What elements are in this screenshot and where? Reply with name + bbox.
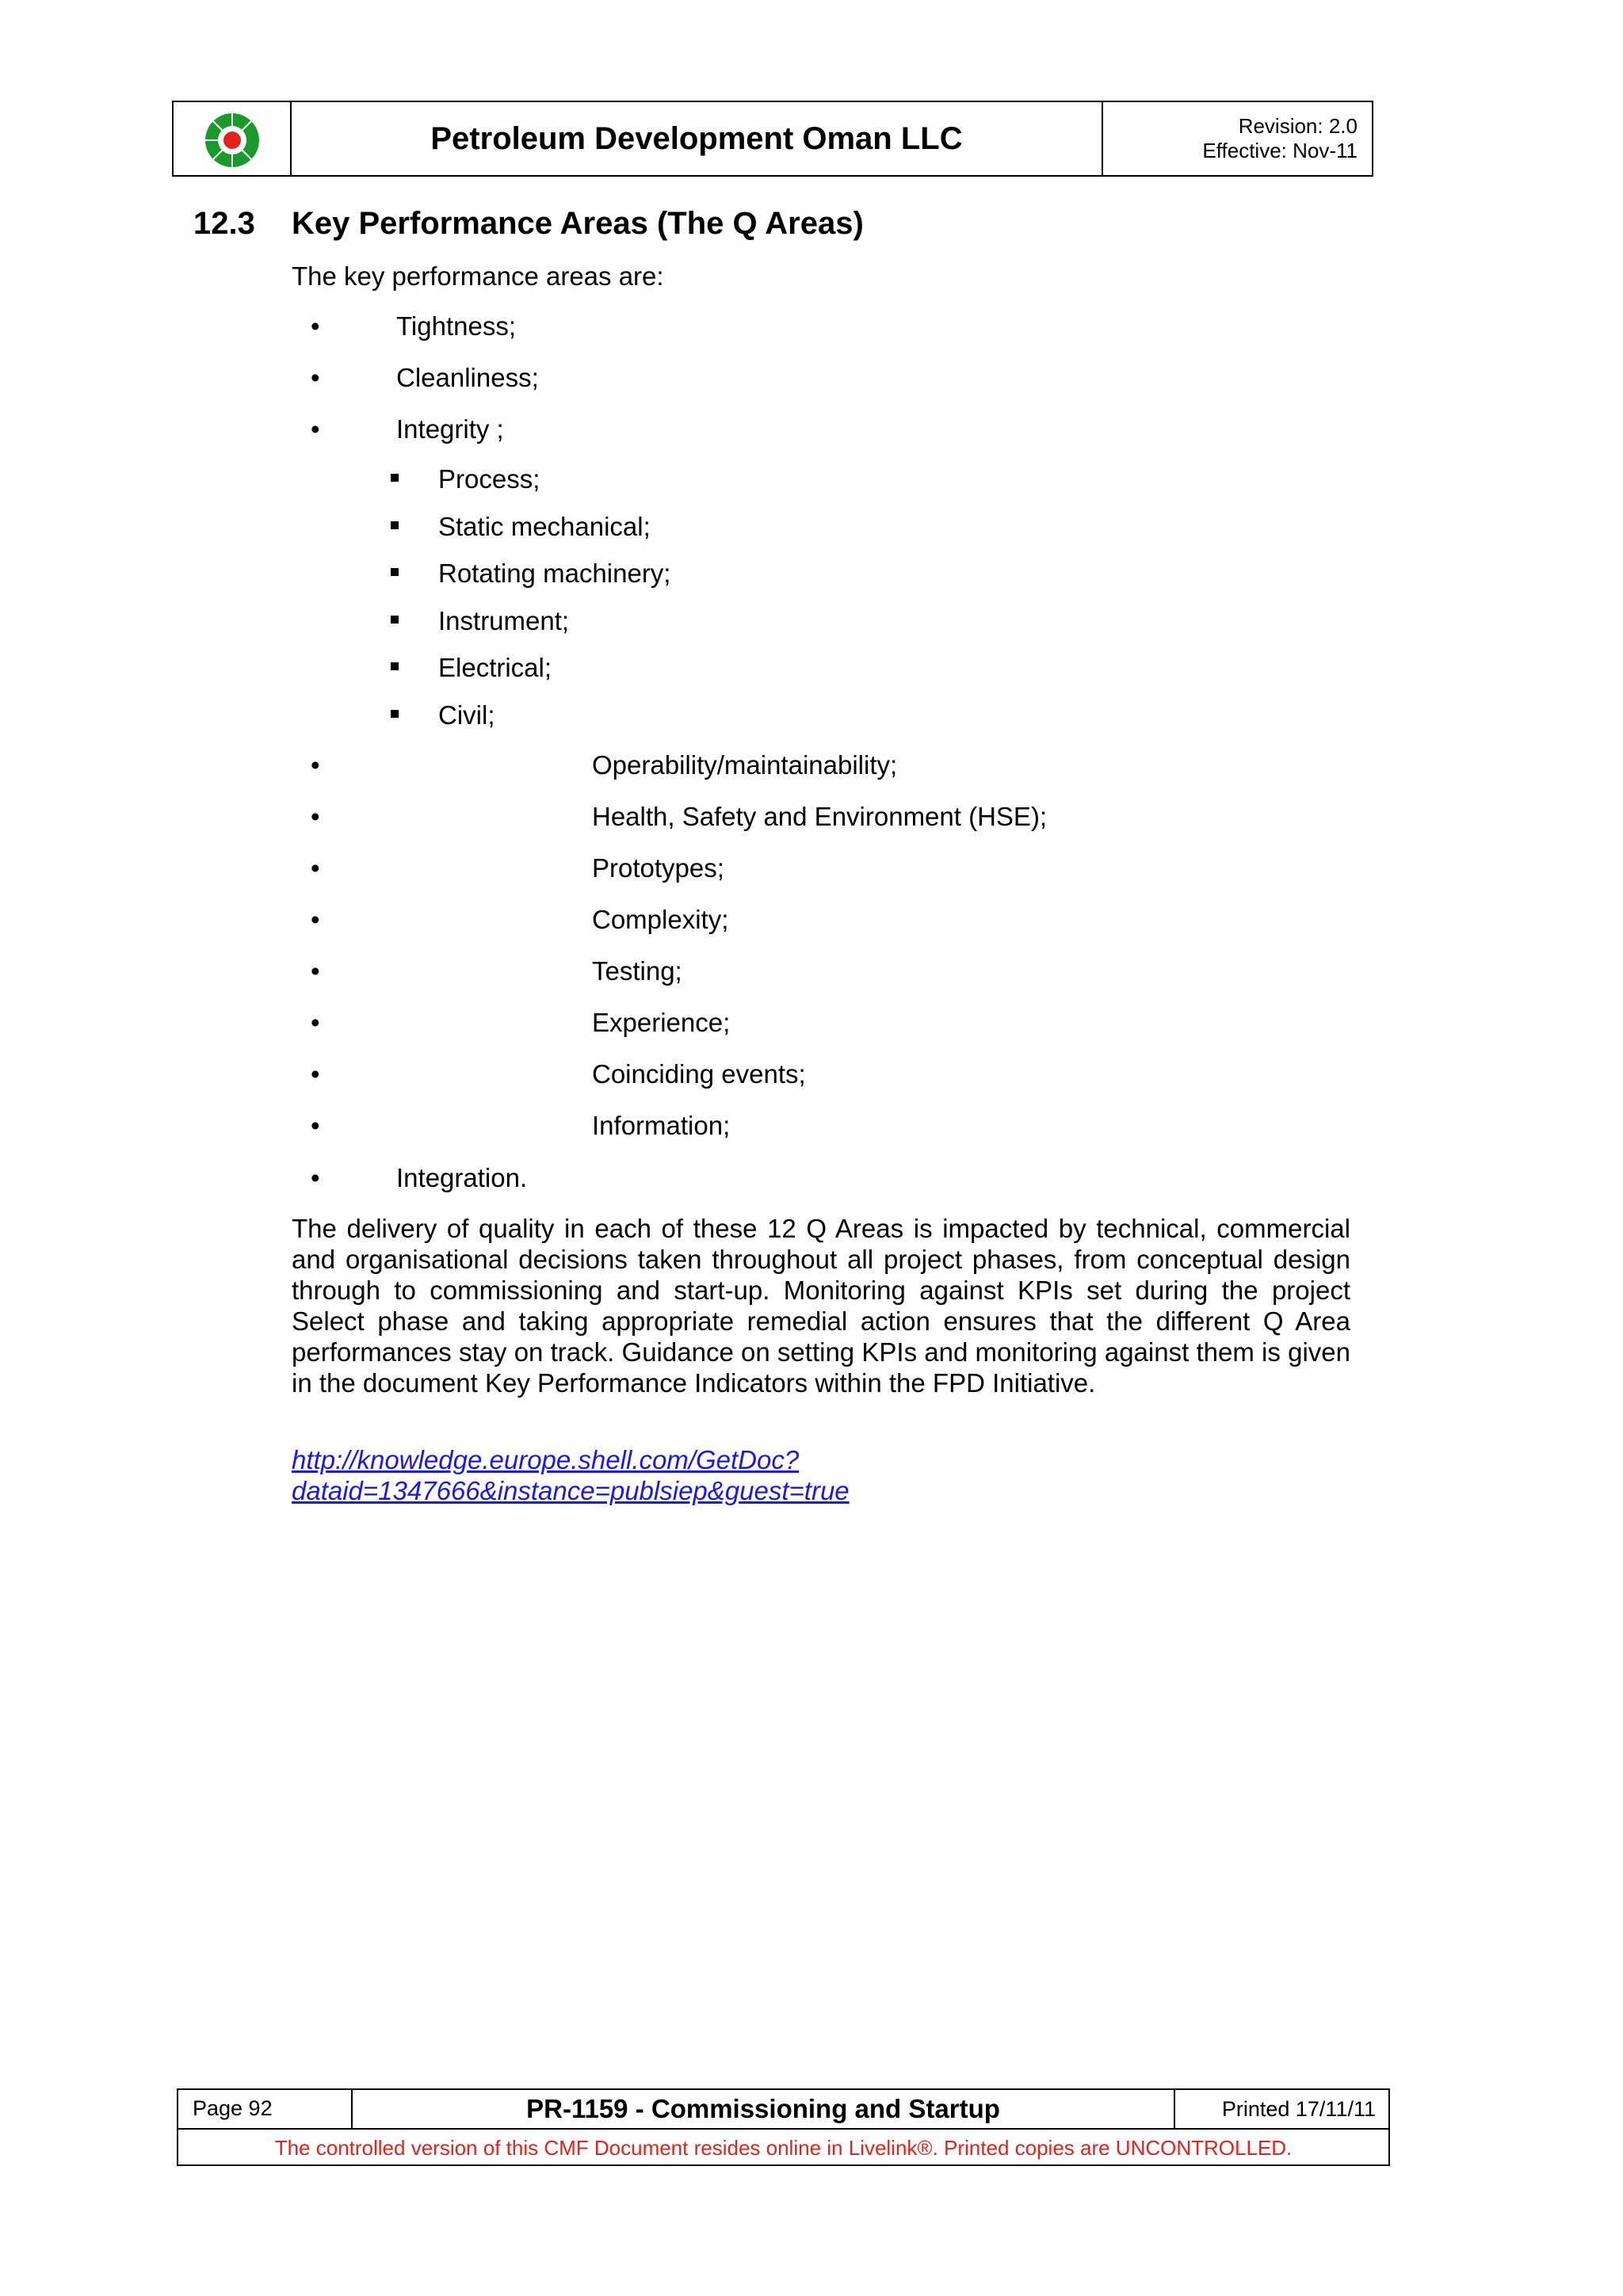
square-bullet-icon	[391, 568, 399, 576]
reference-link[interactable]	[292, 1444, 1005, 1506]
sub-bullet-text: Instrument;	[438, 606, 570, 635]
revision-text: Revision: 2.0	[1238, 114, 1358, 138]
bullet-text: Experience;	[592, 1008, 731, 1037]
bullet-dot-icon: •	[311, 311, 320, 341]
bullet-dot-icon: •	[311, 905, 320, 934]
square-bullet-icon	[391, 474, 399, 482]
bullet-text: Prototypes;	[592, 853, 724, 883]
link-line-1[interactable]: http://knowledge.europe.shell.com/GetDoc?	[292, 1445, 800, 1474]
bullet-text: Complexity;	[592, 905, 729, 934]
page-number: Page 92	[178, 2090, 353, 2128]
bullet-text: Coinciding events;	[592, 1059, 806, 1089]
bullet-dot-icon: •	[311, 1008, 320, 1037]
page-footer	[177, 2088, 1390, 2166]
bullet-text: Operability/maintainability;	[592, 750, 898, 780]
bullet-dot-icon: •	[311, 802, 320, 831]
bullet-dot-icon: •	[311, 956, 320, 986]
revision-info	[1103, 102, 1372, 175]
bullet-dot-icon: •	[311, 414, 320, 444]
bullet-text: Information;	[592, 1111, 731, 1140]
company-name: Petroleum Development Oman LLC	[292, 102, 1103, 175]
square-bullet-icon	[391, 662, 399, 670]
effective-date: Effective: Nov-11	[1202, 139, 1358, 162]
printed-date: Printed 17/11/11	[1221, 2096, 1376, 2121]
sub-bullet-text: Electrical;	[438, 653, 552, 682]
bullet-dot-icon: •	[311, 363, 320, 392]
square-bullet-icon	[391, 710, 399, 718]
sub-bullet-text: Process;	[438, 464, 540, 494]
pdo-shell-logo-icon	[200, 110, 264, 167]
section-number: 12.3	[193, 206, 255, 241]
bullet-dot-icon: •	[311, 750, 320, 780]
sub-bullet-text: Static mechanical;	[438, 512, 651, 541]
square-bullet-icon	[391, 616, 399, 624]
sub-bullet-text: Civil;	[438, 700, 495, 730]
bullet-text: Tightness;	[396, 311, 517, 341]
bullet-text: Integration.	[396, 1163, 528, 1192]
link-line-2[interactable]: dataid=1347666&instance=publsiep&guest=true	[292, 1476, 850, 1505]
document-title: PR-1159 - Commissioning and Startup	[353, 2090, 1175, 2128]
bullet-dot-icon: •	[311, 1163, 320, 1192]
bullet-text: Testing;	[592, 956, 682, 986]
intro-text: The key performance areas are:	[292, 261, 664, 291]
square-bullet-icon	[391, 521, 399, 529]
bullet-text: Health, Safety and Environment (HSE);	[592, 802, 1048, 831]
footer-top-row	[178, 2090, 1388, 2130]
bullet-text: Integrity ;	[396, 414, 504, 444]
bullet-dot-icon: •	[311, 853, 320, 883]
bullet-text: Cleanliness;	[396, 363, 539, 392]
control-notice: The controlled version of this CMF Document resides online in Livelink®. Printed copies are UNCONTROLLED.	[274, 2135, 1293, 2160]
section-title: Key Performance Areas (The Q Areas)	[292, 206, 864, 241]
logo-cell	[174, 102, 292, 175]
bullet-dot-icon: •	[311, 1111, 320, 1140]
bullet-dot-icon: •	[311, 1059, 320, 1089]
body-paragraph: The delivery of quality in each of these 12 Q Areas is impacted by technical, commercial and organisational decisions taken throughout all project phases, from conceptual design through to commissioning and start-up. Monitoring against KPIs set during the project Select phase and taking appropriate remedial action ensures that the different Q Area performances stay on track. Guidance on setting KPIs and monitoring against them is given in the document Key Performance Indicators within the FPD Initiative.	[292, 1214, 1350, 1398]
section-heading	[193, 206, 864, 242]
sub-bullet-text: Rotating machinery;	[438, 559, 671, 588]
page-header	[172, 101, 1373, 177]
